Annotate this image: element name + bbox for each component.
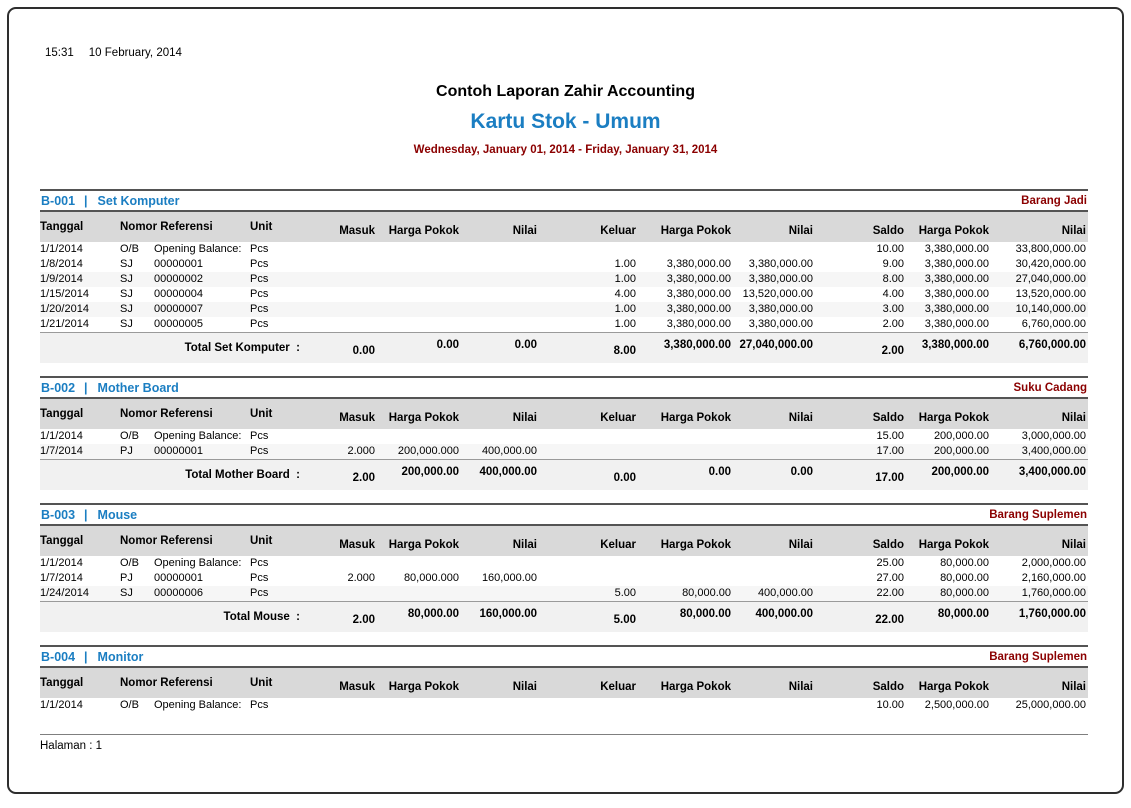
column-header: Harga Pokok [388, 538, 459, 551]
column-header: Tanggal [40, 408, 84, 420]
item-section [40, 503, 1088, 632]
column-header: Keluar [600, 538, 636, 551]
cell [539, 429, 638, 444]
cell: O/B [120, 699, 139, 711]
section-rows [40, 556, 1088, 601]
cell: 1/1/2014 [40, 557, 83, 569]
cell: 1/20/2014 [40, 303, 89, 315]
column-header-row [40, 212, 1088, 242]
cell: 1/1/2014 [40, 430, 83, 442]
cell: Pcs [250, 572, 269, 584]
column-header: Keluar [600, 680, 636, 693]
total-label: Total Set Komputer : [184, 342, 300, 354]
data-row [40, 272, 1088, 287]
total-value: 400,000.00 [479, 466, 537, 478]
data-row [40, 287, 1088, 302]
cell: 3,380,000.00 [666, 258, 731, 270]
cell: 00000007 [154, 303, 203, 315]
column-header: Masuk [339, 224, 375, 237]
cell: 27,040,000.00 [1015, 273, 1086, 285]
item-section [40, 645, 1088, 713]
column-header: Masuk [339, 411, 375, 424]
column-header: Harga Pokok [660, 538, 731, 551]
cell: Pcs [250, 318, 269, 330]
cell: 3,380,000.00 [924, 243, 989, 255]
cell [330, 287, 377, 302]
column-header: Harga Pokok [918, 224, 989, 237]
cell: Pcs [250, 288, 269, 300]
cell: 2,000,000.00 [1021, 557, 1086, 569]
total-value: 0.00 [790, 466, 813, 478]
cell: 400,000.00 [757, 587, 813, 599]
section-title [41, 194, 180, 208]
column-header: Nomor Referensi [120, 221, 213, 233]
item-name: Set Komputer [97, 193, 180, 208]
column-header: Nilai [512, 224, 537, 237]
report-page [7, 7, 1124, 794]
cell: 3,380,000.00 [666, 303, 731, 315]
column-header: Nilai [512, 538, 537, 551]
cell: 1/21/2014 [40, 318, 89, 330]
cell: 3.00 [882, 303, 904, 315]
column-header: Nilai [788, 538, 813, 551]
cell [733, 444, 815, 459]
section-title [41, 381, 179, 395]
column-header: Nomor Referensi [120, 408, 213, 420]
cell: 30,420,000.00 [1015, 258, 1086, 270]
cell: 4.00 [614, 288, 636, 300]
total-value: 0.00 [708, 466, 731, 478]
cell: 200,000.00 [933, 430, 989, 442]
column-header: Tanggal [40, 677, 84, 689]
cell: 1/8/2014 [40, 258, 83, 270]
cell: Pcs [250, 587, 269, 599]
cell [330, 586, 377, 601]
cell [377, 287, 461, 302]
cell [330, 302, 377, 317]
cell [461, 302, 539, 317]
section-header [40, 378, 1088, 399]
cell: 80,000.000 [403, 572, 459, 584]
report-header [9, 83, 1122, 156]
column-header: Unit [250, 535, 273, 547]
cell: 00000005 [154, 318, 203, 330]
cell: 10,140,000.00 [1015, 303, 1086, 315]
cell: 80,000.00 [682, 587, 731, 599]
cell: 3,380,000.00 [666, 318, 731, 330]
cell: 3,380,000.00 [924, 288, 989, 300]
cell: 3,400,000.00 [1021, 445, 1086, 457]
data-row [40, 586, 1088, 601]
cell: O/B [120, 557, 139, 569]
total-value: 8.00 [613, 345, 636, 357]
total-value: 200,000.00 [401, 466, 459, 478]
cell [539, 571, 638, 586]
cell: 25,000,000.00 [1015, 699, 1086, 711]
report-period: Wednesday, January 01, 2014 - Friday, January 31, 2014 [413, 144, 718, 156]
column-header-row [40, 526, 1088, 556]
cell: 3,380,000.00 [748, 273, 813, 285]
cell [377, 257, 461, 272]
column-header: Harga Pokok [388, 224, 459, 237]
cell: 22.00 [876, 587, 904, 599]
total-value: 0.00 [613, 472, 636, 484]
cell [330, 242, 377, 257]
cell: 00000004 [154, 288, 203, 300]
cell [377, 272, 461, 287]
cell [638, 556, 733, 571]
cell: 3,380,000.00 [666, 273, 731, 285]
cell: Pcs [250, 303, 269, 315]
cell [461, 556, 539, 571]
cell: 1.00 [614, 318, 636, 330]
cell: 2,500,000.00 [924, 699, 989, 711]
cell: 80,000.00 [940, 557, 989, 569]
column-header: Unit [250, 408, 273, 420]
cell: 1/15/2014 [40, 288, 89, 300]
cell: Opening Balance: [154, 557, 242, 569]
data-row [40, 242, 1088, 257]
total-value: 80,000.00 [679, 608, 731, 620]
cell: 3,380,000.00 [748, 303, 813, 315]
cell [638, 698, 733, 713]
cell: 3,380,000.00 [924, 273, 989, 285]
total-value: 5.00 [613, 614, 636, 626]
section-header [40, 191, 1088, 212]
section-rows [40, 698, 1088, 713]
cell: 3,380,000.00 [666, 288, 731, 300]
column-header: Saldo [872, 680, 904, 693]
section-header [40, 647, 1088, 668]
page-number-label: Halaman : 1 [40, 740, 103, 752]
cell: 80,000.00 [940, 587, 989, 599]
item-category: Barang Suplemen [989, 508, 1087, 521]
column-header: Saldo [872, 411, 904, 424]
section-total-row [40, 601, 1088, 632]
cell: 4.00 [882, 288, 904, 300]
cell [330, 272, 377, 287]
cell: 2,160,000.00 [1021, 572, 1086, 584]
cell: 17.00 [876, 445, 904, 457]
column-header-row [40, 399, 1088, 429]
column-header: Harga Pokok [388, 680, 459, 693]
cell [461, 257, 539, 272]
data-row [40, 429, 1088, 444]
section-total-row [40, 459, 1088, 490]
total-value: 0.00 [352, 345, 375, 357]
cell [377, 698, 461, 713]
cell: 6,760,000.00 [1021, 318, 1086, 330]
column-header: Masuk [339, 680, 375, 693]
cell: 1.00 [614, 273, 636, 285]
cell [330, 257, 377, 272]
section-rows [40, 429, 1088, 459]
cell: 1/9/2014 [40, 273, 83, 285]
cell [461, 272, 539, 287]
cell: 3,380,000.00 [924, 303, 989, 315]
cell: 9.00 [882, 258, 904, 270]
total-value: 22.00 [875, 614, 904, 626]
column-header: Unit [250, 221, 273, 233]
cell [638, 571, 733, 586]
total-value: 2.00 [352, 614, 375, 626]
column-header: Harga Pokok [660, 411, 731, 424]
cell [461, 242, 539, 257]
cell: SJ [120, 273, 133, 285]
column-header: Nilai [788, 411, 813, 424]
data-row [40, 698, 1088, 713]
company-name: Contoh Laporan Zahir Accounting [436, 83, 695, 100]
cell: SJ [120, 303, 133, 315]
cell: Opening Balance: [154, 699, 242, 711]
cell: SJ [120, 258, 133, 270]
section-total-row [40, 332, 1088, 363]
print-timestamp [45, 47, 182, 59]
column-header: Nilai [1061, 411, 1086, 424]
cell [377, 302, 461, 317]
cell [461, 586, 539, 601]
cell: Pcs [250, 557, 269, 569]
cell: 1/7/2014 [40, 445, 83, 457]
total-value: 80,000.00 [407, 608, 459, 620]
column-header: Nilai [1061, 224, 1086, 237]
section-header [40, 505, 1088, 526]
cell: 1/1/2014 [40, 699, 83, 711]
total-value: 80,000.00 [937, 608, 989, 620]
cell: 1/1/2014 [40, 243, 83, 255]
item-code: B-002 [41, 380, 76, 395]
cell: O/B [120, 243, 139, 255]
cell [638, 429, 733, 444]
report-footer [40, 734, 1088, 752]
column-header: Keluar [600, 224, 636, 237]
section-rows [40, 242, 1088, 332]
data-row [40, 257, 1088, 272]
total-value: 6,760,000.00 [1018, 339, 1086, 351]
total-label: Total Mouse : [223, 611, 300, 623]
cell [539, 698, 638, 713]
cell: 3,380,000.00 [748, 318, 813, 330]
title-separator: | [84, 193, 88, 208]
total-value: 17.00 [875, 472, 904, 484]
total-value: 1,760,000.00 [1018, 608, 1086, 620]
cell [461, 429, 539, 444]
cell: 200,000.000 [397, 445, 459, 457]
total-value: 3,400,000.00 [1018, 466, 1086, 478]
total-value: 2.00 [881, 345, 904, 357]
column-header: Nilai [788, 680, 813, 693]
cell [461, 287, 539, 302]
cell: SJ [120, 318, 133, 330]
column-header: Unit [250, 677, 273, 689]
cell: 25.00 [876, 557, 904, 569]
cell: 400,000.00 [481, 445, 537, 457]
cell: Opening Balance: [154, 243, 242, 255]
cell [539, 556, 638, 571]
cell [461, 317, 539, 332]
total-value: 400,000.00 [755, 608, 813, 620]
column-header-row [40, 668, 1088, 698]
cell: 00000002 [154, 273, 203, 285]
column-header: Harga Pokok [918, 538, 989, 551]
cell [377, 242, 461, 257]
cell [377, 317, 461, 332]
print-date: 10 February, 2014 [88, 47, 182, 59]
total-value: 160,000.00 [479, 608, 537, 620]
total-label: Total Mother Board : [185, 469, 300, 481]
cell: 200,000.00 [933, 445, 989, 457]
cell: 33,800,000.00 [1015, 243, 1086, 255]
cell: 2.00 [882, 318, 904, 330]
cell: 2.000 [347, 572, 375, 584]
column-header: Masuk [339, 538, 375, 551]
column-header: Nilai [788, 224, 813, 237]
cell: 160,000.00 [481, 572, 537, 584]
item-category: Barang Jadi [1021, 194, 1087, 207]
cell: 8.00 [882, 273, 904, 285]
cell [733, 556, 815, 571]
cell: 15.00 [876, 430, 904, 442]
data-row [40, 571, 1088, 586]
column-header: Nilai [1061, 680, 1086, 693]
item-section [40, 189, 1088, 363]
cell [330, 556, 377, 571]
cell [733, 571, 815, 586]
item-code: B-004 [41, 649, 76, 664]
cell [377, 586, 461, 601]
item-name: Mouse [97, 507, 138, 522]
cell: Pcs [250, 430, 269, 442]
cell: Pcs [250, 258, 269, 270]
cell [539, 444, 638, 459]
cell [330, 317, 377, 332]
cell [733, 242, 815, 257]
cell [539, 242, 638, 257]
print-time: 15:31 [45, 47, 74, 59]
column-header: Keluar [600, 411, 636, 424]
cell: 1/7/2014 [40, 572, 83, 584]
item-name: Monitor [97, 649, 144, 664]
cell [733, 698, 815, 713]
sections-container [40, 189, 1088, 713]
cell: 1,760,000.00 [1021, 587, 1086, 599]
data-row [40, 556, 1088, 571]
total-value: 3,380,000.00 [663, 339, 731, 351]
cell: 1.00 [614, 303, 636, 315]
column-header: Saldo [872, 538, 904, 551]
report-title: Kartu Stok - Umum [470, 110, 661, 133]
cell: 3,380,000.00 [748, 258, 813, 270]
item-code: B-001 [41, 193, 76, 208]
cell: 00000006 [154, 587, 203, 599]
cell [377, 429, 461, 444]
cell: 5.00 [614, 587, 636, 599]
section-title [41, 508, 137, 522]
cell: O/B [120, 430, 139, 442]
column-header: Nilai [1061, 538, 1086, 551]
total-value: 3,380,000.00 [921, 339, 989, 351]
column-header: Harga Pokok [918, 411, 989, 424]
total-value: 0.00 [514, 339, 537, 351]
column-header: Harga Pokok [660, 224, 731, 237]
total-value: 27,040,000.00 [739, 339, 813, 351]
cell: 10.00 [876, 699, 904, 711]
cell: 10.00 [876, 243, 904, 255]
column-header: Tanggal [40, 221, 84, 233]
column-header: Harga Pokok [918, 680, 989, 693]
cell: 3,380,000.00 [924, 318, 989, 330]
cell: Pcs [250, 445, 269, 457]
cell [330, 429, 377, 444]
item-name: Mother Board [97, 380, 179, 395]
cell: SJ [120, 288, 133, 300]
section-title [41, 650, 143, 664]
cell: 3,000,000.00 [1021, 430, 1086, 442]
cell: 00000001 [154, 445, 203, 457]
column-header: Harga Pokok [660, 680, 731, 693]
total-value: 0.00 [436, 339, 459, 351]
data-row [40, 444, 1088, 459]
cell: 27.00 [876, 572, 904, 584]
item-category: Barang Suplemen [989, 650, 1087, 663]
cell [330, 698, 377, 713]
data-row [40, 317, 1088, 332]
cell: 1/24/2014 [40, 587, 89, 599]
cell: 00000001 [154, 572, 203, 584]
title-separator: | [84, 507, 88, 522]
column-header: Nomor Referensi [120, 535, 213, 547]
title-separator: | [84, 649, 88, 664]
cell: Pcs [250, 273, 269, 285]
cell [377, 556, 461, 571]
column-header: Nilai [512, 680, 537, 693]
title-separator: | [84, 380, 88, 395]
cell: 00000001 [154, 258, 203, 270]
cell: 80,000.00 [940, 572, 989, 584]
column-header: Tanggal [40, 535, 84, 547]
cell [638, 444, 733, 459]
item-code: B-003 [41, 507, 76, 522]
cell: 1.00 [614, 258, 636, 270]
column-header: Nilai [512, 411, 537, 424]
item-section [40, 376, 1088, 490]
cell: PJ [120, 445, 133, 457]
cell [461, 698, 539, 713]
cell: 13,520,000.00 [742, 288, 813, 300]
column-header: Nomor Referensi [120, 677, 213, 689]
cell: Pcs [250, 699, 269, 711]
cell: Pcs [250, 243, 269, 255]
column-header: Saldo [872, 224, 904, 237]
cell [733, 429, 815, 444]
cell [638, 242, 733, 257]
cell: PJ [120, 572, 133, 584]
cell: 13,520,000.00 [1015, 288, 1086, 300]
cell: 3,380,000.00 [924, 258, 989, 270]
cell: 2.000 [347, 445, 375, 457]
cell: SJ [120, 587, 133, 599]
data-row [40, 302, 1088, 317]
total-value: 200,000.00 [931, 466, 989, 478]
item-category: Suku Cadang [1013, 381, 1087, 394]
column-header: Harga Pokok [388, 411, 459, 424]
cell: Opening Balance: [154, 430, 242, 442]
total-value: 2.00 [352, 472, 375, 484]
